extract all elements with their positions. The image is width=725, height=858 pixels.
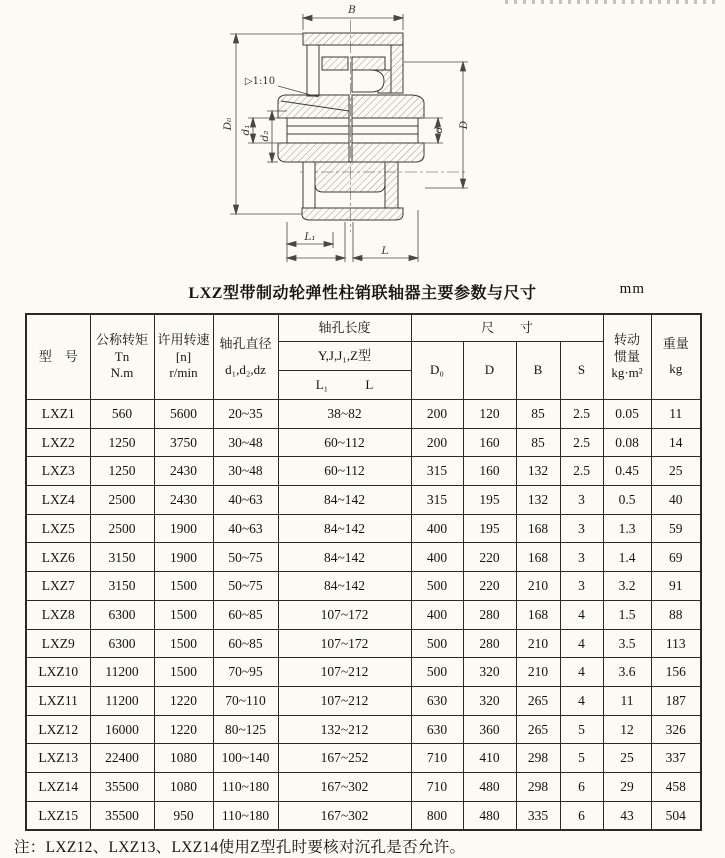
cell-torque: 560 — [90, 400, 154, 429]
cell-model: LXZ2 — [26, 428, 90, 457]
cell-dim-d: 120 — [463, 400, 516, 429]
cell-bore-length: 38~82 — [278, 400, 411, 429]
table-row — [26, 514, 701, 543]
dim-label-d2: d₂ — [259, 130, 271, 142]
cell-bore-dia: 70~110 — [213, 686, 278, 715]
cell-inertia: 3.6 — [603, 658, 651, 687]
taper-label: ▷1:10 — [244, 76, 276, 87]
col-group-size: 尺 寸 — [411, 314, 603, 342]
table-row — [26, 686, 701, 715]
cell-bore-dia: 30~48 — [213, 428, 278, 457]
cell-dim-s: 5 — [560, 715, 603, 744]
bore-line2: d₁,d₂,dz — [225, 361, 266, 377]
cell-inertia: 43 — [603, 801, 651, 830]
cell-torque: 35500 — [90, 801, 154, 830]
cell-torque: 1250 — [90, 457, 154, 486]
cell-model: LXZ7 — [26, 572, 90, 601]
cell-speed: 1500 — [154, 572, 213, 601]
cell-weight: 337 — [651, 744, 701, 773]
cell-dim-s: 2.5 — [560, 428, 603, 457]
cell-inertia: 0.08 — [603, 428, 651, 457]
cell-weight: 91 — [651, 572, 701, 601]
cell-inertia: 1.4 — [603, 543, 651, 572]
cell-torque: 2500 — [90, 514, 154, 543]
cell-inertia: 29 — [603, 772, 651, 801]
table-row — [26, 715, 701, 744]
cell-dim-b: 298 — [516, 772, 560, 801]
col-header-b: B — [516, 342, 560, 400]
col-header-s: S — [560, 342, 603, 400]
cell-dim-s: 3 — [560, 543, 603, 572]
unit-label: mm — [619, 281, 645, 297]
cell-model: LXZ14 — [26, 772, 90, 801]
cell-bore-length: 107~212 — [278, 686, 411, 715]
col-header-inertia — [603, 314, 651, 400]
cell-inertia: 0.05 — [603, 400, 651, 429]
brake-rim-top — [303, 33, 403, 45]
cell-dim-d0: 315 — [411, 457, 463, 486]
cell-speed: 1900 — [154, 514, 213, 543]
length-l1-label: L₁ — [315, 376, 329, 392]
cell-bore-length: 84~142 — [278, 514, 411, 543]
col-header-l1-l — [278, 371, 411, 400]
speed-line3: r/min — [169, 365, 198, 381]
col-header-bore — [213, 314, 278, 400]
cell-model: LXZ8 — [26, 600, 90, 629]
cell-dim-s: 5 — [560, 744, 603, 773]
dim-label-d1: d₁ — [240, 124, 252, 136]
cell-weight: 326 — [651, 715, 701, 744]
cell-dim-d: 160 — [463, 428, 516, 457]
cell-weight: 11 — [651, 400, 701, 429]
cell-dim-b: 265 — [516, 686, 560, 715]
table-row — [26, 543, 701, 572]
cell-dim-d0: 400 — [411, 600, 463, 629]
parameters-table — [25, 313, 702, 831]
cell-inertia: 11 — [603, 686, 651, 715]
cell-bore-dia: 110~180 — [213, 772, 278, 801]
torque-line2: N.m — [110, 365, 134, 381]
col-header-model: 型 号 — [26, 314, 90, 400]
cell-bore-length: 132~212 — [278, 715, 411, 744]
cell-dim-b: 85 — [516, 428, 560, 457]
cell-weight: 69 — [651, 543, 701, 572]
cell-dim-d0: 500 — [411, 572, 463, 601]
cell-bore-dia: 50~75 — [213, 572, 278, 601]
cell-dim-b: 168 — [516, 543, 560, 572]
cell-dim-d: 320 — [463, 658, 516, 687]
cell-dim-b: 210 — [516, 629, 560, 658]
cell-bore-length: 107~212 — [278, 658, 411, 687]
cell-weight: 113 — [651, 629, 701, 658]
cell-torque: 11200 — [90, 658, 154, 687]
dim-label-b: B — [348, 4, 356, 16]
cell-dim-s: 4 — [560, 658, 603, 687]
cell-bore-dia: 60~85 — [213, 600, 278, 629]
cell-dim-s: 4 — [560, 686, 603, 715]
cell-bore-dia: 110~180 — [213, 801, 278, 830]
bore-line1: 轴孔直径 — [219, 335, 272, 351]
cell-dim-b: 210 — [516, 658, 560, 687]
cell-weight: 156 — [651, 658, 701, 687]
cell-dim-b: 168 — [516, 600, 560, 629]
cell-dim-d0: 400 — [411, 543, 463, 572]
table-row — [26, 486, 701, 515]
cell-speed: 2430 — [154, 486, 213, 515]
cell-speed: 950 — [154, 801, 213, 830]
table-row — [26, 600, 701, 629]
cell-dim-d: 360 — [463, 715, 516, 744]
cell-bore-length: 84~142 — [278, 543, 411, 572]
coupling-section-drawing — [110, 0, 500, 272]
cell-dim-d: 160 — [463, 457, 516, 486]
elastic-pin — [352, 70, 384, 92]
cell-speed: 1080 — [154, 744, 213, 773]
cell-dim-d: 220 — [463, 572, 516, 601]
cell-torque: 16000 — [90, 715, 154, 744]
cell-weight: 25 — [651, 457, 701, 486]
cell-dim-s: 4 — [560, 600, 603, 629]
cell-dim-d0: 710 — [411, 772, 463, 801]
cell-dim-s: 6 — [560, 772, 603, 801]
speed-line2: [n] — [175, 348, 192, 364]
cell-torque: 35500 — [90, 772, 154, 801]
cell-inertia: 0.5 — [603, 486, 651, 515]
cell-dim-d: 280 — [463, 629, 516, 658]
cell-speed: 1220 — [154, 686, 213, 715]
cell-dim-s: 3 — [560, 486, 603, 515]
dim-label-flange-d: D — [458, 120, 470, 130]
cell-weight: 458 — [651, 772, 701, 801]
cell-weight: 187 — [651, 686, 701, 715]
cell-inertia: 0.45 — [603, 457, 651, 486]
cell-weight: 88 — [651, 600, 701, 629]
cell-inertia: 25 — [603, 744, 651, 773]
cell-dim-s: 3 — [560, 514, 603, 543]
cell-torque: 11200 — [90, 686, 154, 715]
cell-weight: 40 — [651, 486, 701, 515]
cell-model: LXZ1 — [26, 400, 90, 429]
cell-dim-d: 220 — [463, 543, 516, 572]
col-header-d: D — [463, 342, 516, 400]
brake-rim-left-wall — [307, 45, 319, 96]
cell-torque: 6300 — [90, 600, 154, 629]
col-header-d0: D₀ — [411, 342, 463, 400]
dim-label-l: L — [381, 245, 389, 257]
cell-bore-length: 60~112 — [278, 457, 411, 486]
cell-bore-length: 60~112 — [278, 428, 411, 457]
cropped-text-fragment — [505, 0, 720, 4]
cell-weight: 59 — [651, 514, 701, 543]
cell-bore-length: 107~172 — [278, 629, 411, 658]
cell-dim-d0: 800 — [411, 801, 463, 830]
cell-bore-length: 167~252 — [278, 744, 411, 773]
col-header-length-types: Y,J,J₁,Z型 — [278, 342, 411, 371]
cell-model: LXZ5 — [26, 514, 90, 543]
cell-dim-d0: 200 — [411, 400, 463, 429]
cell-dim-d: 280 — [463, 600, 516, 629]
cell-bore-dia: 40~63 — [213, 514, 278, 543]
speed-line1: 许用转速 — [157, 331, 210, 347]
cell-speed: 1220 — [154, 715, 213, 744]
brake-rim-right-wall — [391, 45, 403, 93]
weight-line2: kg — [669, 361, 683, 376]
cell-torque: 3150 — [90, 543, 154, 572]
cell-speed: 1500 — [154, 658, 213, 687]
cell-dim-d: 320 — [463, 686, 516, 715]
table-row — [26, 457, 701, 486]
table-body — [26, 400, 701, 831]
cell-dim-d0: 200 — [411, 428, 463, 457]
dim-label-l1: L₁ — [304, 231, 316, 243]
cell-bore-length: 167~302 — [278, 772, 411, 801]
table-row — [26, 629, 701, 658]
cell-torque: 22400 — [90, 744, 154, 773]
torque-line1: 公称转矩Tn — [95, 331, 148, 364]
cell-dim-b: 210 — [516, 572, 560, 601]
cell-dim-d0: 400 — [411, 514, 463, 543]
brake-rim-bottom — [302, 208, 403, 220]
table-row — [26, 400, 701, 429]
cell-dim-s: 2.5 — [560, 400, 603, 429]
col-header-weight — [651, 314, 701, 400]
cell-model: LXZ12 — [26, 715, 90, 744]
cell-model: LXZ13 — [26, 744, 90, 773]
col-header-speed — [154, 314, 213, 400]
cell-bore-length: 84~142 — [278, 486, 411, 515]
cell-dim-d: 410 — [463, 744, 516, 773]
inertia-line3: kg·m² — [611, 365, 643, 381]
cell-speed: 5600 — [154, 400, 213, 429]
cell-torque: 1250 — [90, 428, 154, 457]
cell-dim-b: 132 — [516, 457, 560, 486]
dim-label-d0: D₀ — [222, 117, 234, 131]
cell-dim-b: 132 — [516, 486, 560, 515]
cell-dim-d: 480 — [463, 772, 516, 801]
cell-bore-length: 167~302 — [278, 801, 411, 830]
table-row — [26, 744, 701, 773]
cell-torque: 3150 — [90, 572, 154, 601]
cell-bore-dia: 30~48 — [213, 457, 278, 486]
cell-torque: 6300 — [90, 629, 154, 658]
cell-dim-s: 6 — [560, 801, 603, 830]
cell-bore-length: 107~172 — [278, 600, 411, 629]
cell-inertia: 1.5 — [603, 600, 651, 629]
cell-torque: 2500 — [90, 486, 154, 515]
inertia-line2: 惯量 — [614, 348, 641, 364]
table-row — [26, 428, 701, 457]
cell-model: LXZ6 — [26, 543, 90, 572]
cell-weight: 14 — [651, 428, 701, 457]
cell-speed: 1900 — [154, 543, 213, 572]
table-row — [26, 772, 701, 801]
cell-weight: 504 — [651, 801, 701, 830]
cell-dim-d: 195 — [463, 486, 516, 515]
inertia-line1: 转动 — [614, 331, 641, 347]
cell-inertia: 1.3 — [603, 514, 651, 543]
cell-bore-dia: 40~63 — [213, 486, 278, 515]
cell-inertia: 3.5 — [603, 629, 651, 658]
cell-dim-b: 85 — [516, 400, 560, 429]
cell-model: LXZ11 — [26, 686, 90, 715]
cell-model: LXZ10 — [26, 658, 90, 687]
cell-bore-dia: 80~125 — [213, 715, 278, 744]
cell-dim-d: 480 — [463, 801, 516, 830]
cell-inertia: 12 — [603, 715, 651, 744]
cell-inertia: 3.2 — [603, 572, 651, 601]
cell-dim-b: 168 — [516, 514, 560, 543]
cell-bore-dia: 100~140 — [213, 744, 278, 773]
cell-speed: 1500 — [154, 600, 213, 629]
title-row — [25, 280, 700, 302]
weight-line1: 重量 — [662, 336, 689, 352]
dim-label-d: d — [433, 126, 445, 134]
footnote: 注：LXZ12、LXZ13、LXZ14使用Z型孔时要核对沉孔是否允许。 — [14, 839, 466, 856]
cell-dim-b: 265 — [516, 715, 560, 744]
cell-dim-d0: 630 — [411, 715, 463, 744]
table-title: LXZ型带制动轮弹性柱销联轴器主要参数与尺寸 — [188, 285, 537, 302]
cell-model: LXZ3 — [26, 457, 90, 486]
cell-bore-dia: 20~35 — [213, 400, 278, 429]
cell-dim-d0: 315 — [411, 486, 463, 515]
table-header — [26, 314, 701, 400]
cell-speed: 1500 — [154, 629, 213, 658]
cell-bore-dia: 70~95 — [213, 658, 278, 687]
cell-dim-d0: 500 — [411, 629, 463, 658]
cell-bore-dia: 50~75 — [213, 543, 278, 572]
table-row — [26, 801, 701, 830]
cell-dim-b: 298 — [516, 744, 560, 773]
cell-dim-d0: 630 — [411, 686, 463, 715]
cell-speed: 2430 — [154, 457, 213, 486]
coupling-body — [278, 33, 424, 220]
cell-dim-s: 2.5 — [560, 457, 603, 486]
cell-speed: 1080 — [154, 772, 213, 801]
table-row — [26, 658, 701, 687]
col-header-torque — [90, 314, 154, 400]
cell-dim-b: 335 — [516, 801, 560, 830]
cell-model: LXZ9 — [26, 629, 90, 658]
table-row — [26, 572, 701, 601]
cell-dim-d: 195 — [463, 514, 516, 543]
cell-dim-d0: 710 — [411, 744, 463, 773]
cell-dim-d0: 500 — [411, 658, 463, 687]
cell-dim-s: 3 — [560, 572, 603, 601]
cell-bore-length: 84~142 — [278, 572, 411, 601]
cell-model: LXZ4 — [26, 486, 90, 515]
cell-dim-s: 4 — [560, 629, 603, 658]
cell-bore-dia: 60~85 — [213, 629, 278, 658]
cell-speed: 3750 — [154, 428, 213, 457]
length-l-label: L — [365, 376, 374, 392]
cell-model: LXZ15 — [26, 801, 90, 830]
col-group-length: 轴孔长度 — [278, 314, 411, 342]
